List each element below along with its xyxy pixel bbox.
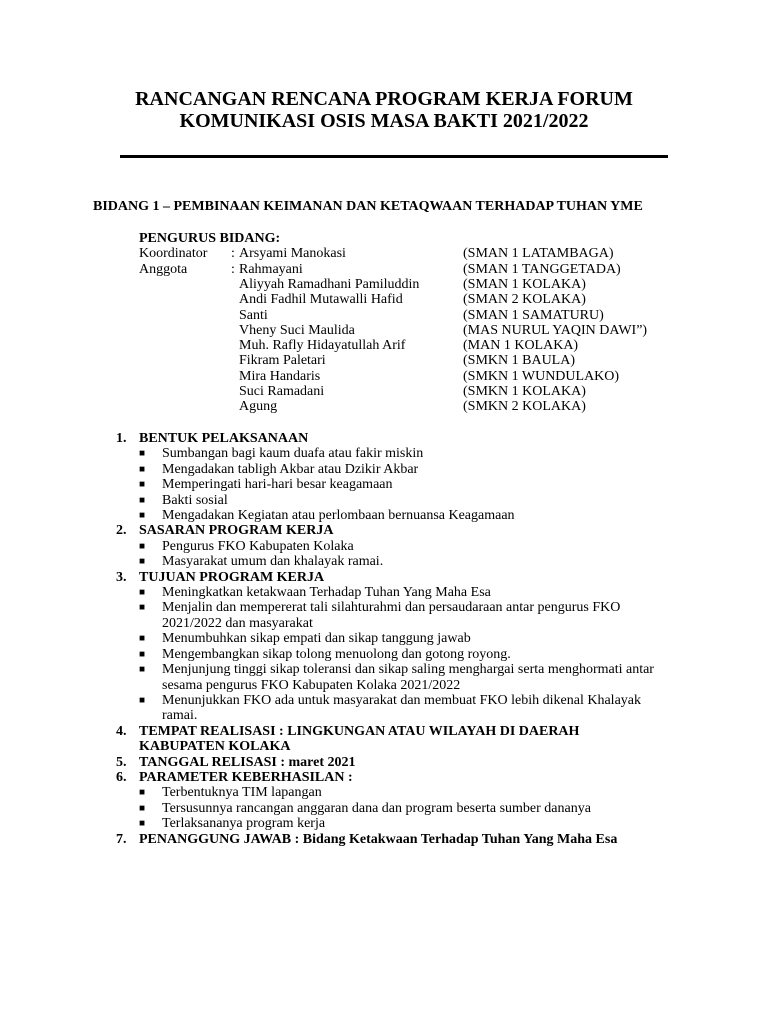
list-item-text: Tersusunnya rancangan anggaran dana dan program beserta sumber dananya — [162, 800, 591, 816]
member-row — [139, 262, 699, 277]
section-title — [116, 431, 676, 446]
list-item-text: Memperingati hari-hari besar keagamaan — [162, 477, 393, 493]
square-bullet-icon: ■ — [139, 633, 146, 645]
square-bullet-icon: ■ — [139, 510, 146, 522]
section-title-continuation: KABUPATEN KOLAKA — [139, 739, 291, 755]
list-item — [139, 600, 676, 631]
section-title — [116, 755, 676, 770]
square-bullet-icon: ■ — [139, 818, 146, 830]
list-item — [139, 477, 676, 493]
section-number: 1. — [116, 431, 127, 446]
title-line-2: KOMUNIKASI OSIS MASA BAKTI 2021/2022 — [179, 110, 589, 132]
square-bullet-icon: ■ — [139, 479, 146, 491]
member-row — [139, 246, 699, 261]
member-row — [139, 292, 699, 307]
member-name: Arsyami Manokasi — [239, 246, 346, 262]
square-bullet-icon: ■ — [139, 694, 146, 706]
section-number: 3. — [116, 569, 127, 585]
member-school: (SMKN 1 WUNDULAKO) — [463, 368, 620, 384]
list-item — [139, 446, 676, 462]
list-item-text: Mengadakan tabligh Akbar atau Dzikir Akbar — [162, 461, 419, 477]
list-item — [139, 538, 676, 554]
section-title — [116, 523, 676, 538]
section-number: 6. — [116, 769, 127, 785]
member-role: Anggota — [139, 261, 188, 277]
list-item — [139, 816, 676, 832]
list-item-text: Menjunjung tinggi sikap toleransi dan sikap saling menghargai serta menghormati antar sesama pengurus FKO Kabupaten Kolaka 2021/2022 — [162, 662, 654, 693]
list-item-text: Terlaksananya program kerja — [162, 816, 326, 832]
list-item — [139, 492, 676, 508]
bullet-list — [116, 585, 676, 724]
section-title — [116, 832, 676, 847]
section-title-text: TEMPAT REALISASI : LINGKUNGAN ATAU WILAYAH DI DAERAH — [139, 723, 580, 739]
member-school: (SMAN 1 TANGGETADA) — [463, 261, 621, 277]
section-title-text: TANGGAL RELISASI : maret 2021 — [139, 754, 356, 770]
square-bullet-icon: ■ — [139, 587, 146, 599]
title-line-1: RANCANGAN RENCANA PROGRAM KERJA FORUM — [135, 88, 633, 110]
member-role: Koordinator — [139, 246, 208, 262]
member-row — [139, 308, 699, 323]
member-name: Mira Handaris — [239, 368, 321, 384]
section-title-text: TUJUAN PROGRAM KERJA — [139, 569, 325, 585]
member-row — [139, 338, 699, 353]
list-item — [139, 461, 676, 477]
list-item — [139, 585, 676, 601]
list-item-text: Menumbuhkan sikap empati dan sikap tanggung jawab — [162, 631, 471, 647]
list-item — [139, 692, 676, 724]
list-item-text: Menjalin dan mempererat tali silahturahmi dan persaudaraan antar pengurus FKO 2021/2022 dan masyarakat — [162, 600, 621, 631]
section-title-text: PARAMETER KEBERHASILAN : — [139, 769, 353, 785]
square-bullet-icon: ■ — [139, 648, 146, 660]
member-school: (SMAN 2 KOLAKA) — [463, 292, 586, 308]
square-bullet-icon: ■ — [139, 494, 146, 506]
member-name: Agung — [239, 399, 278, 415]
program-sections — [116, 431, 676, 847]
square-bullet-icon: ■ — [139, 787, 146, 799]
list-item — [139, 508, 676, 524]
list-item-text: Pengurus FKO Kabupaten Kolaka — [162, 538, 354, 554]
square-bullet-icon: ■ — [139, 540, 146, 552]
bullet-list — [116, 446, 676, 523]
member-school: (SMKN 1 BAULA) — [463, 353, 575, 369]
member-school: (MAN 1 KOLAKA) — [463, 338, 579, 354]
list-item-text: Meningkatkan ketakwaan Terhadap Tuhan Yang Maha Esa — [162, 585, 491, 601]
member-school: (SMKN 1 KOLAKA) — [463, 384, 586, 400]
program-section — [116, 832, 676, 847]
member-row — [139, 353, 699, 368]
list-item-text: Mengembangkan sikap tolong menuolong dan gotong royong. — [162, 646, 511, 662]
program-section — [116, 431, 676, 523]
program-section — [116, 755, 676, 770]
member-name: Vheny Suci Maulida — [239, 322, 355, 338]
bidang-heading: BIDANG 1 – PEMBINAAN KEIMANAN DAN KETAQWAAN TERHADAP TUHAN YME — [93, 199, 643, 214]
section-number: 2. — [116, 523, 127, 539]
member-row — [139, 399, 699, 414]
list-item — [139, 800, 676, 816]
square-bullet-icon: ■ — [139, 556, 146, 568]
square-bullet-icon: ■ — [139, 602, 146, 614]
pengurus-heading: PENGURUS BIDANG: — [139, 231, 281, 246]
member-school: (SMAN 1 KOLAKA) — [463, 277, 586, 292]
list-item — [139, 646, 676, 662]
member-name: Muh. Rafly Hidayatullah Arif — [239, 338, 406, 354]
list-item — [139, 631, 676, 647]
member-row — [139, 384, 699, 399]
section-number: 7. — [116, 831, 127, 847]
member-name: Andi Fadhil Mutawalli Hafid — [239, 292, 403, 308]
member-name: Santi — [239, 307, 268, 323]
member-school: (SMKN 2 KOLAKA) — [463, 399, 586, 415]
bullet-list — [116, 539, 676, 570]
list-item — [139, 785, 676, 801]
member-colon: : — [231, 261, 235, 277]
member-colon: : — [231, 246, 235, 262]
list-item-text: Terbentuknya TIM lapangan — [162, 785, 322, 801]
document-title — [0, 88, 768, 132]
section-number: 4. — [116, 723, 127, 739]
section-title-text: BENTUK PELAKSANAAN — [139, 431, 309, 446]
program-section — [116, 724, 676, 755]
square-bullet-icon: ■ — [139, 448, 146, 460]
list-item-text: Sumbangan bagi kaum duafa atau fakir miskin — [162, 446, 424, 462]
list-item-text: Bakti sosial — [162, 492, 228, 508]
title-divider — [120, 155, 668, 158]
section-number: 5. — [116, 754, 127, 770]
member-row — [139, 323, 699, 338]
member-name: Aliyyah Ramadhani Pamiluddin — [239, 277, 420, 292]
member-name: Suci Ramadani — [239, 384, 325, 400]
member-school: (SMAN 1 SAMATURU) — [463, 307, 604, 323]
list-item — [139, 554, 676, 570]
square-bullet-icon: ■ — [139, 463, 146, 475]
list-item-text: Menunjukkan FKO ada untuk masyarakat dan membuat FKO lebih dikenal Khalayak ramai. — [162, 692, 641, 724]
member-name: Rahmayani — [239, 261, 303, 277]
program-section — [116, 770, 676, 832]
member-school: (SMAN 1 LATAMBAGA) — [463, 246, 614, 262]
member-row — [139, 277, 699, 292]
member-school: (MAS NURUL YAQIN DAWI”) — [463, 322, 648, 338]
pengurus-section — [139, 231, 699, 415]
square-bullet-icon: ■ — [139, 664, 146, 676]
section-title — [116, 724, 676, 755]
section-title — [116, 770, 676, 785]
members-list — [139, 246, 699, 414]
list-item — [139, 662, 676, 693]
bullet-list — [116, 785, 676, 831]
section-title-text: PENANGGUNG JAWAB : Bidang Ketakwaan Terhadap Tuhan Yang Maha Esa — [139, 831, 618, 847]
member-row — [139, 369, 699, 384]
section-title-text: SASARAN PROGRAM KERJA — [139, 523, 334, 539]
member-name: Fikram Paletari — [239, 353, 326, 369]
square-bullet-icon: ■ — [139, 802, 146, 814]
program-section — [116, 523, 676, 569]
list-item-text: Mengadakan Kegiatan atau perlombaan bernuansa Keagamaan — [162, 508, 515, 524]
program-section — [116, 570, 676, 724]
section-title — [116, 570, 676, 585]
list-item-text: Masyarakat umum dan khalayak ramai. — [162, 554, 384, 570]
